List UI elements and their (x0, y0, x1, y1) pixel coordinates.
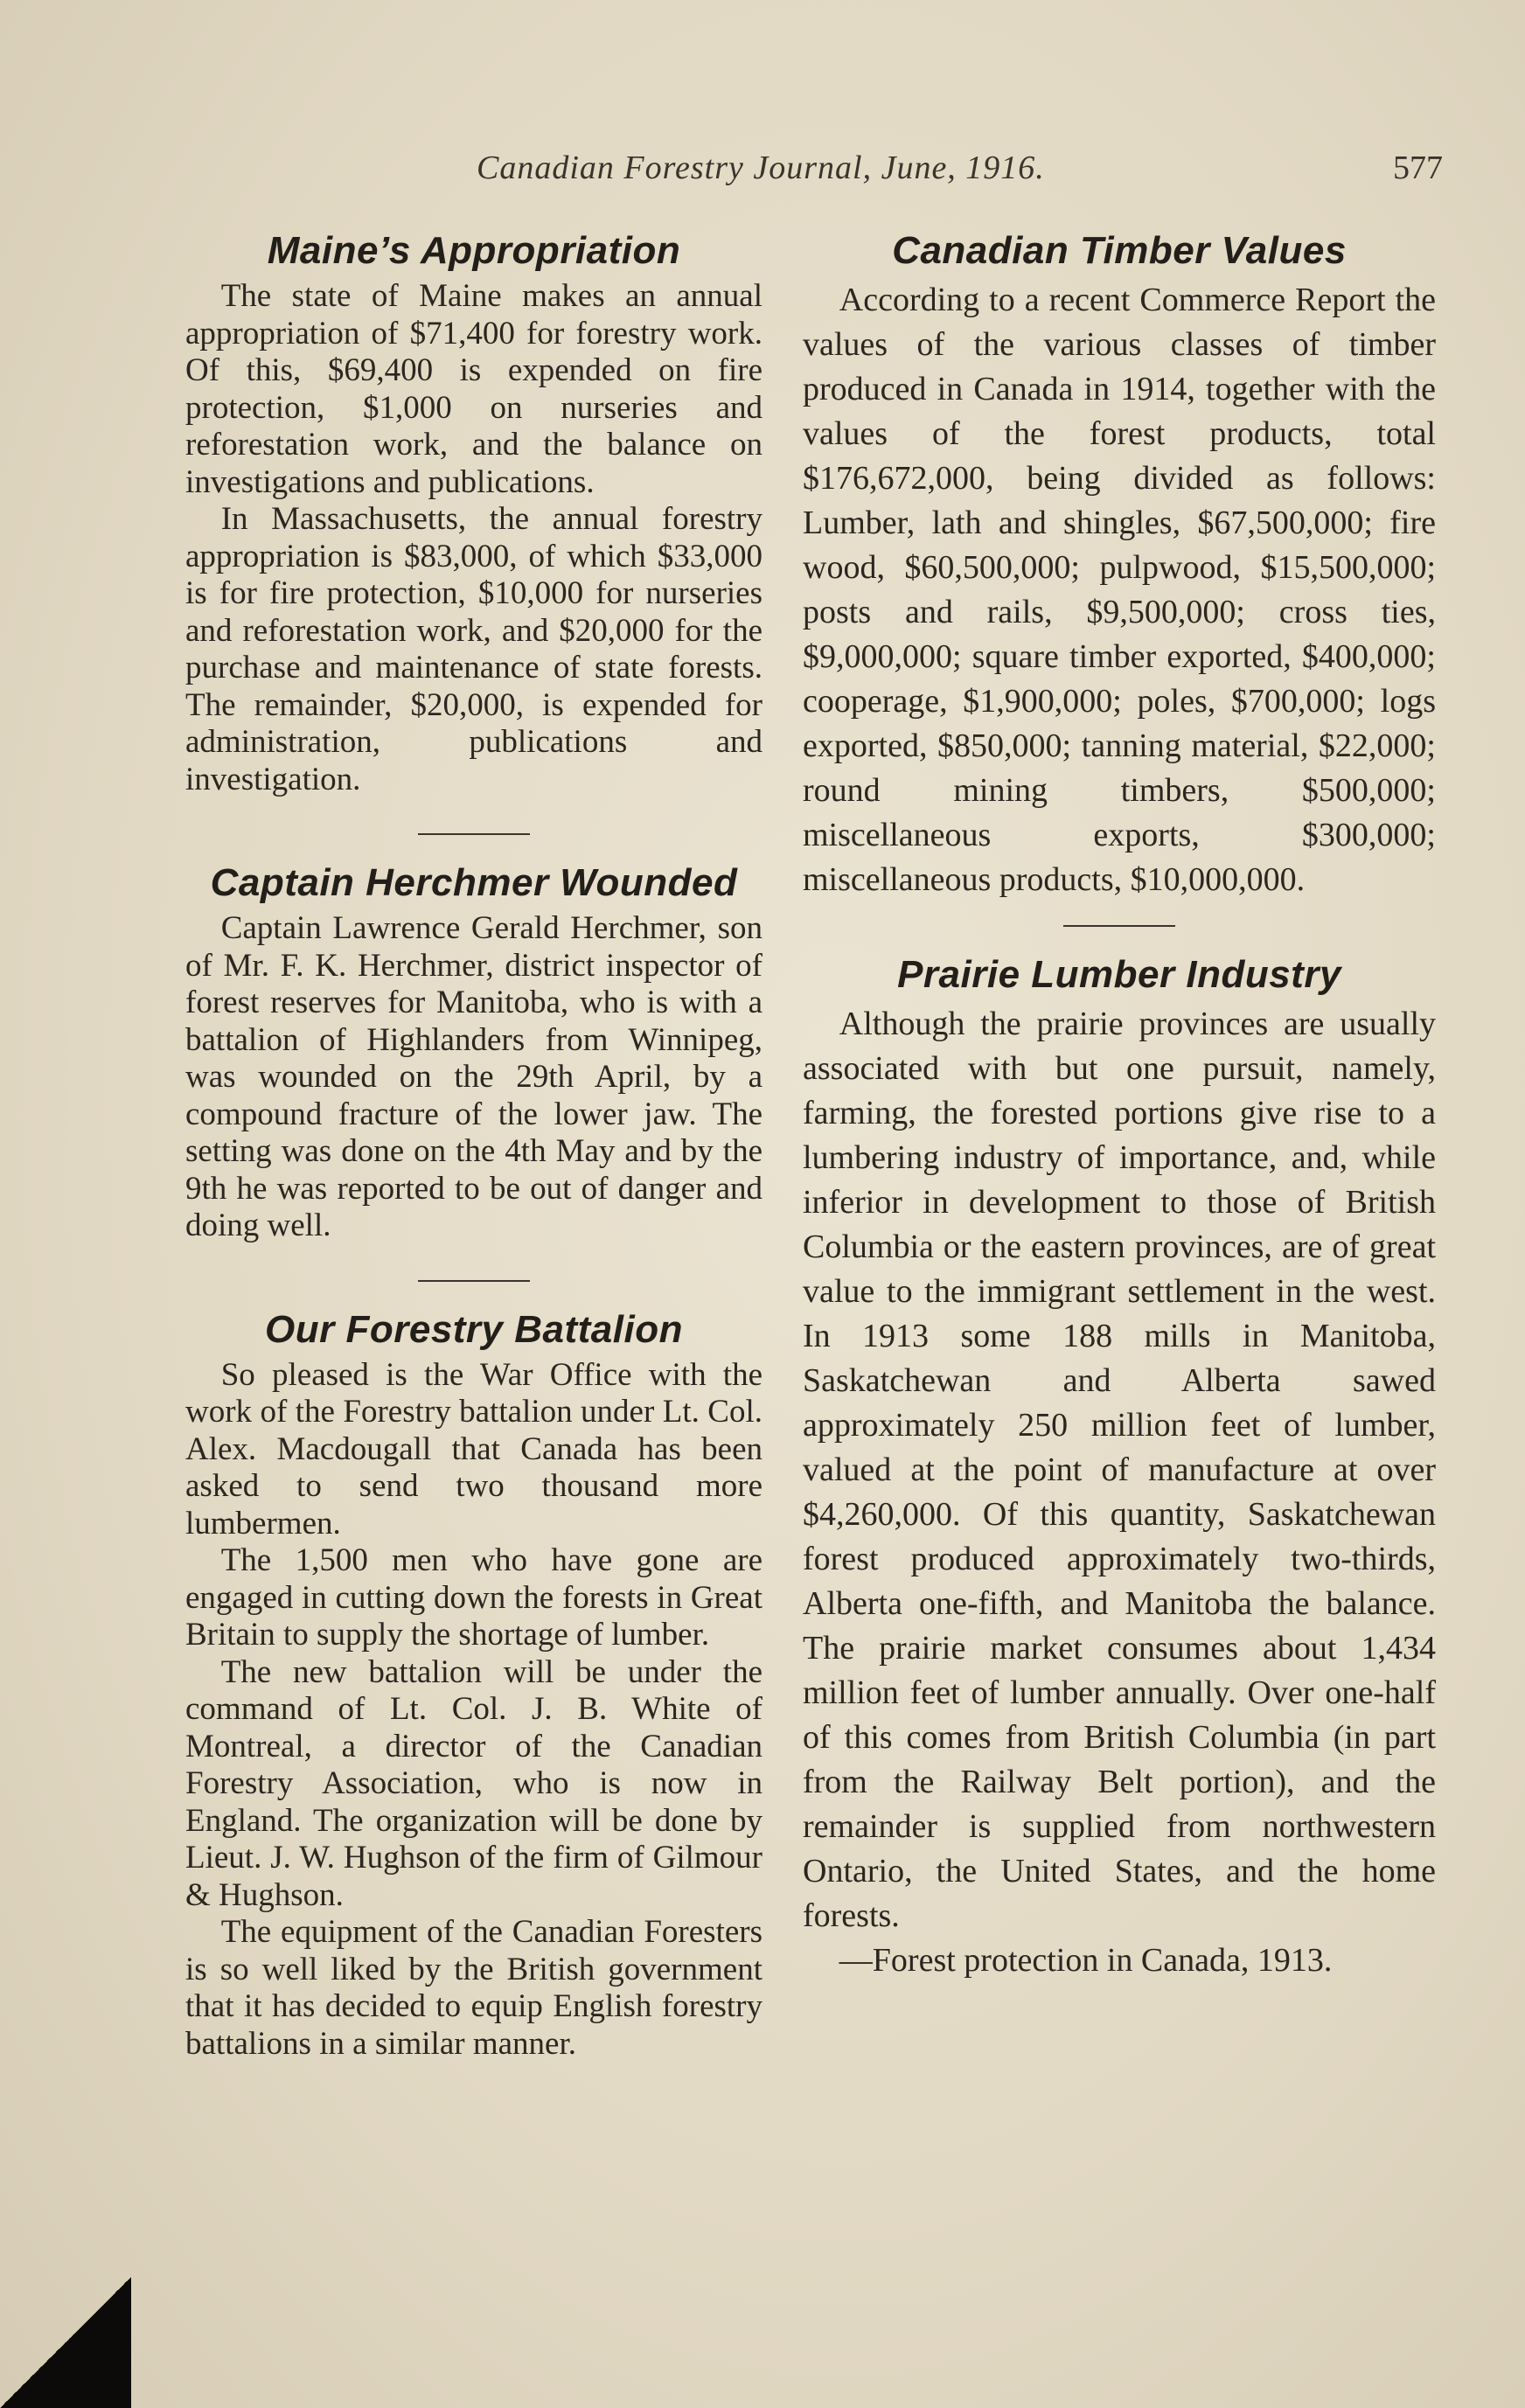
article-canadian-timber-values (803, 229, 1436, 902)
binding-shadow (0, 2277, 131, 2408)
running-head: Canadian Forestry Journal, June, 1916. (477, 150, 1045, 186)
article-prairie-lumber-industry (803, 953, 1436, 1983)
article-title: Prairie Lumber Industry (897, 953, 1341, 996)
article-title: Our Forestry Battalion (265, 1307, 683, 1351)
article-source-credit: —Forest protection in Canada, 1913. (839, 1942, 1333, 1979)
article-paragraph: The equipment of the Canadian Foresters is so well liked by the British government that it has decided to equip English forestry battalions in a similar manner. (185, 1914, 762, 2062)
article-captain-herchmer-wounded (185, 861, 762, 1245)
article-title: Maine’s Appropriation (267, 229, 681, 272)
article-maines-appropriation (185, 229, 762, 798)
page-header (175, 149, 1443, 201)
section-divider (418, 833, 530, 835)
article-paragraph: The state of Maine makes an annual appropriation of $71,400 for forestry work. Of this, $69,400 is expended on fire protection, $1,000 on nurseries and reforestation work, and the balance on investigations and publications. (185, 278, 762, 500)
article-paragraph: Although the prairie provinces are usually associated with but one pursuit, namely, farming, the forested portions give rise to a lumbering industry of importance, and, while inferior in development to those of British Columbia or the eastern provinces, are of great value to the immigrant settlement in the west. In 1913 some 188 mills in Manitoba, Saskatchewan and Alberta sawed approximately 250 million feet of lumber, valued at the point of manufacture at over $4,260,000. Of this quantity, Saskatchewan forest produced approximately two-thirds, Alberta one-fifth, and Manitoba the balance. The prairie market consumes about 1,434 million feet of lumber annually. Over one-half of this comes from British Columbia (in part from the Railway Belt portion), and the remainder is supplied from northwestern Ontario, the United States, and the home forests. (803, 1006, 1436, 1934)
section-divider (1063, 925, 1175, 927)
article-paragraph: The new battalion will be under the command of Lt. Col. J. B. White of Montreal, a director of the Canadian Forestry Association, who is now in England. The organization will be done by Lieut. J. W. Hughson of the firm of Gilmour & Hughson. (185, 1653, 762, 1913)
page-number: 577 (1393, 150, 1443, 186)
article-title: Captain Herchmer Wounded (210, 861, 738, 904)
article-paragraph: According to a recent Commerce Report the values of the various classes of timber produced in Canada in 1914, together with the values of the forest products, total $176,672,000, being divided as follows: Lumber, lath and shingles, $67,500,000; fire wood, $60,500,000; pulpwood, $15,500,000; posts and rails, $9,500,000; cross ties, $9,000,000; square timber exported, $400,000; cooperage, $1,900,000; poles, $700,000; logs exported, $850,000; tanning material, $22,000; round mining timbers, $500,000; miscellaneous exports, $300,000; miscellaneous products, $10,000,000. (803, 282, 1436, 898)
article-paragraph: The 1,500 men who have gone are engaged in cutting down the forests in Great Britain to supply the shortage of lumber. (185, 1542, 762, 1653)
article-paragraph: In Massachusetts, the annual forestry appropriation is $83,000, of which $33,000 is for fire protection, $10,000 for nurseries and reforestation work, and $20,000 for the purchase and maintenance of state forests. The remainder, $20,000, is expended for administration, publications and investigation. (185, 501, 762, 797)
article-paragraph: Captain Lawrence Gerald Herchmer, son of Mr. F. K. Herchmer, district inspector of forest reserves for Manitoba, who is with a battalion of Highlanders from Winnipeg, was wounded on the 29th April, by a compound fracture of the lower jaw. The setting was done on the 4th May and by the 9th he was reported to be out of danger and doing well. (185, 910, 762, 1243)
article-paragraph: So pleased is the War Office with the work of the Forestry battalion under Lt. Col. Alex. Macdougall that Canada has been asked to send two thousand more lumbermen. (185, 1356, 762, 1542)
left-column (185, 229, 762, 2063)
right-column (803, 229, 1436, 1983)
section-divider (418, 1280, 530, 1282)
article-our-forestry-battalion (185, 1308, 762, 2064)
article-title: Canadian Timber Values (892, 229, 1347, 272)
